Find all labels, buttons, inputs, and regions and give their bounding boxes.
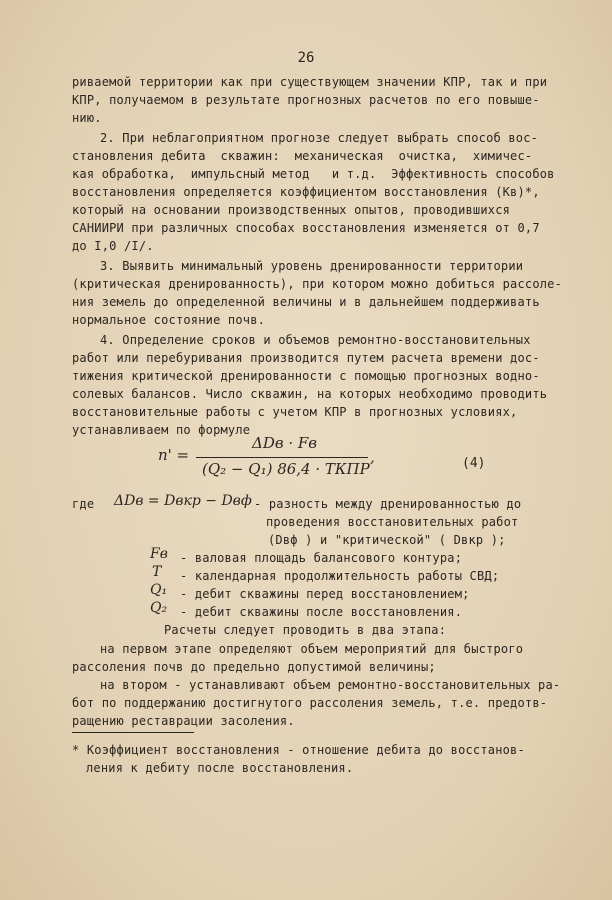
definition-symbol: Q₂: [150, 600, 168, 616]
footnote-text: ления к дебиту после восстановления.: [86, 761, 354, 775]
text-line: восстановления определяется коэффициентом восстановления (Kв)*,: [72, 185, 540, 199]
text-line: тижения критической дренированности с помощью прогнозных водно-: [72, 369, 540, 383]
definition-text: - дебит скважины перед восстановлением;: [180, 587, 470, 601]
text-line: становления дебита скважин: механическая очистка, химичес-: [72, 149, 533, 163]
formula-numerator: ΔDв · Fв: [252, 434, 318, 452]
page-number: 26: [297, 50, 315, 66]
text-line: ния земель до определенной величины и в дальнейшем поддерживать: [72, 295, 540, 309]
text-line: на первом этапе определяют объем мероприятий для быстрого: [100, 642, 524, 656]
definition-symbol: Q₁: [150, 582, 168, 598]
text-line: кая обработка, импульсный метод и т.д. Эффективность способов: [72, 167, 555, 181]
text-line: бот по поддержанию достигнутого рассоления земель, т.е. предотв-: [72, 696, 548, 710]
text-line: на втором - устанавливают объем ремонтно-восстановительных ра-: [100, 678, 561, 692]
formula-lhs: n' =: [158, 446, 190, 464]
fraction-bar: [196, 457, 368, 458]
definition-text: проведения восстановительных работ: [266, 515, 519, 529]
text-line: (критическая дренированность), при котором можно добиться рассоле-: [72, 277, 563, 291]
text-line: 4. Определение сроков и объемов ремонтно-восстановительных: [100, 333, 531, 347]
definition-symbol: ΔDв = Dвкр − Dвф: [114, 493, 252, 509]
definition-text: (Dвф ) и "критической" ( Dвкр );: [268, 533, 506, 547]
text-line: рассоления почв до предельно допустимой величины;: [72, 660, 436, 674]
text-line: нию.: [72, 111, 102, 125]
definition-symbol: T: [152, 564, 162, 580]
text-line: солевых балансов. Число скважин, на которых необходимо проводить: [72, 387, 548, 401]
text-line: нормальное состояние почв.: [72, 313, 266, 327]
equation-number: (4): [462, 456, 486, 471]
definition-text: - календарная продолжительность работы СВД;: [180, 569, 500, 583]
formula-denominator: (Q₂ − Q₁) 86,4 · TКПР: [202, 460, 370, 478]
text-line: устанавливаем по формуле: [72, 423, 251, 437]
definition-symbol: Fв: [150, 546, 168, 562]
text-line: до I,0 /I/.: [72, 239, 154, 253]
text-line: работ или перебуривания производится путем расчета времени дос-: [72, 351, 540, 365]
text-line: риваемой территории как при существующем значении КПР, так и при: [72, 75, 548, 89]
text-line: Расчеты следует проводить в два этапа:: [164, 623, 447, 637]
text-line: КПР, получаемом в результате прогнозных расчетов по его повыше-: [72, 93, 540, 107]
definition-text: - валовая площадь балансового контура;: [180, 551, 463, 565]
formula-trailing-comma: ,: [370, 448, 375, 466]
text-line: 3. Выявить минимальный уровень дренированности территории: [100, 259, 524, 273]
text-line: САНИИРИ при различных способах восстановления изменяется от 0,7: [72, 221, 540, 235]
text-line: ращению реставрации засоления.: [72, 714, 295, 728]
text-line: 2. При неблагоприятном прогнозе следует выбрать способ вос-: [100, 131, 539, 145]
definitions-intro: где: [72, 497, 95, 511]
definition-text: - дебит скважины после восстановления.: [180, 605, 463, 619]
footnote-separator: [72, 732, 194, 733]
text-line: который на основании производственных опытов, проводившихся: [72, 203, 511, 217]
definition-text: - разность между дренированностью до: [254, 497, 522, 511]
text-line: восстановительные работы с учетом КПР в прогнозных условиях,: [72, 405, 518, 419]
footnote-text: * Коэффициент восстановления - отношение дебита до восстанов-: [72, 743, 525, 757]
